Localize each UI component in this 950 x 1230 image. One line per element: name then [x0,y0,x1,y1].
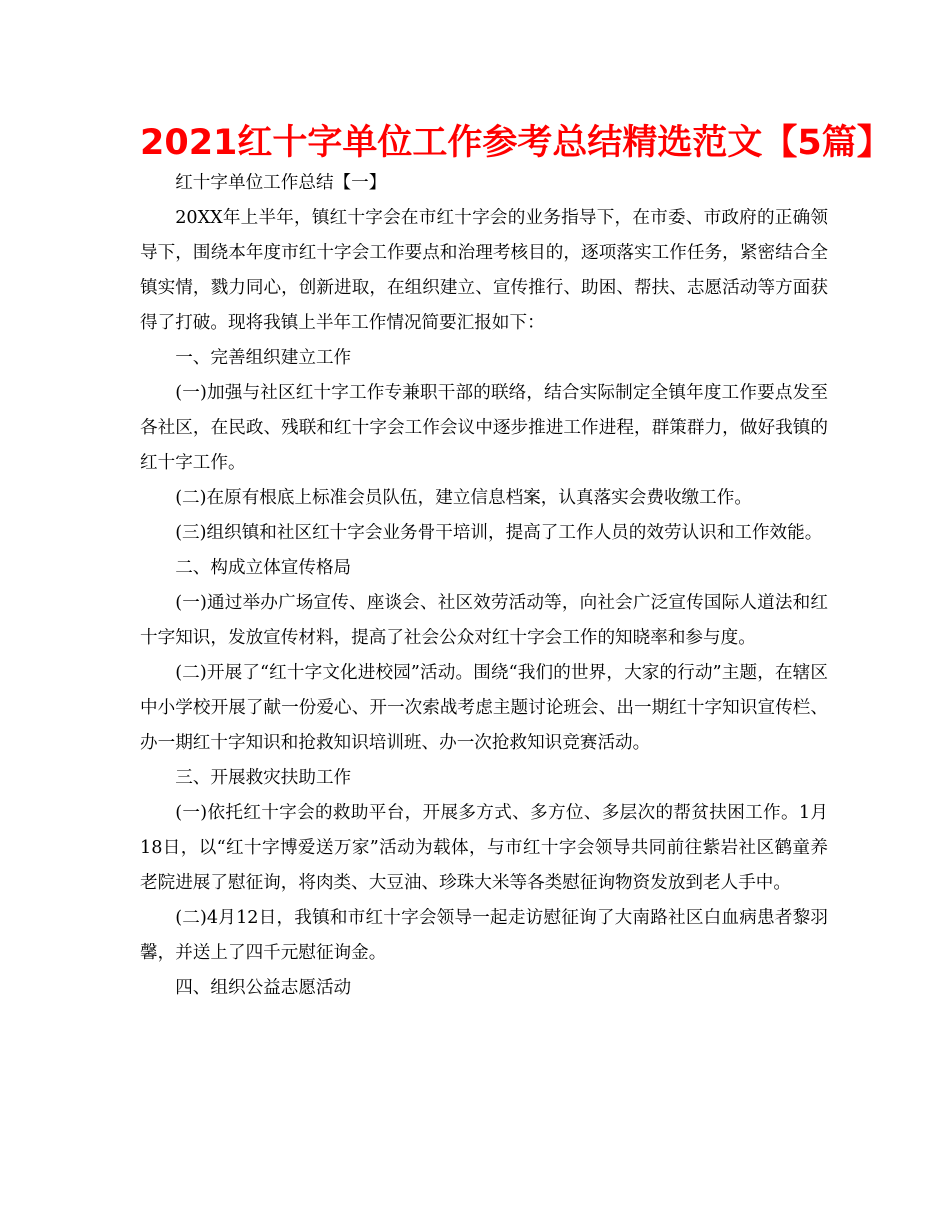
section-heading: 一、完善组织建立工作 [175,348,352,368]
body-paragraph: 20XX年上半年，镇红十字会在市红十字会的业务指导下，在市委、市政府的正确领导下，围绕本年度市红十字会工作要点和治理考核目的，逐项落实工作任务，紧密结合全镇实情，戮力同心，创新进取，在组织建立、宣传推行、助困、帮扶、志愿活动等方面获得了打破。现将我镇上半年工作情况简要汇报如下： [140,208,828,333]
body-paragraph: (二)开展了“红十字文化进校园”活动。围绕“我们的世界，大家的行动”主题，在辖区中小学校开展了献一份爱心、开一次索战考虑主题讨论班会、出一期红十字知识宣传栏、办一期红十字知识和抢救知识培训班、办一次抢救知识竞赛活动。 [140,663,828,753]
section-heading: 红十字单位工作总结【一】 [175,173,387,193]
body-paragraph: (一)通过举办广场宣传、座谈会、社区效劳活动等，向社会广泛宣传国际人道法和红十字知识，发放宣传材料，提高了社会公众对红十字会工作的知晓率和参与度。 [140,593,828,648]
body-paragraph: (二)在原有根底上标准会员队伍，建立信息档案，认真落实会费收缴工作。 [175,488,752,508]
body-paragraph: (一)加强与社区红十字工作专兼职干部的联络，结合实际制定全镇年度工作要点发至各社区，在民政、残联和红十字会工作会议中逐步推进工作进程，群策群力，做好我镇的红十字工作。 [140,383,828,473]
body-paragraph: (三)组织镇和社区红十字会业务骨干培训，提高了工作人员的效劳认识和工作效能。 [175,523,823,543]
section-heading: 三、开展救灾扶助工作 [175,768,352,788]
body-paragraph: (二)4月12日，我镇和市红十字会领导一起走访慰征询了大南路社区白血病患者黎羽馨，并送上了四千元慰征询金。 [140,908,828,963]
document-body [140,166,828,1006]
section-heading: 四、组织公益志愿活动 [175,978,352,998]
document-title: 2021红十字单位工作参考总结精选范文【5篇】 [140,123,892,163]
body-paragraph: (一)依托红十字会的救助平台，开展多方式、多方位、多层次的帮贫扶困工作。1月18日，以“红十字博爱送万家”活动为载体，与市红十字会领导共同前往紫岩社区鹤童养老院进展了慰征询，将肉类、大豆油、珍珠大米等各类慰征询物资发放到老人手中。 [140,803,828,893]
section-heading: 二、构成立体宣传格局 [175,558,352,578]
